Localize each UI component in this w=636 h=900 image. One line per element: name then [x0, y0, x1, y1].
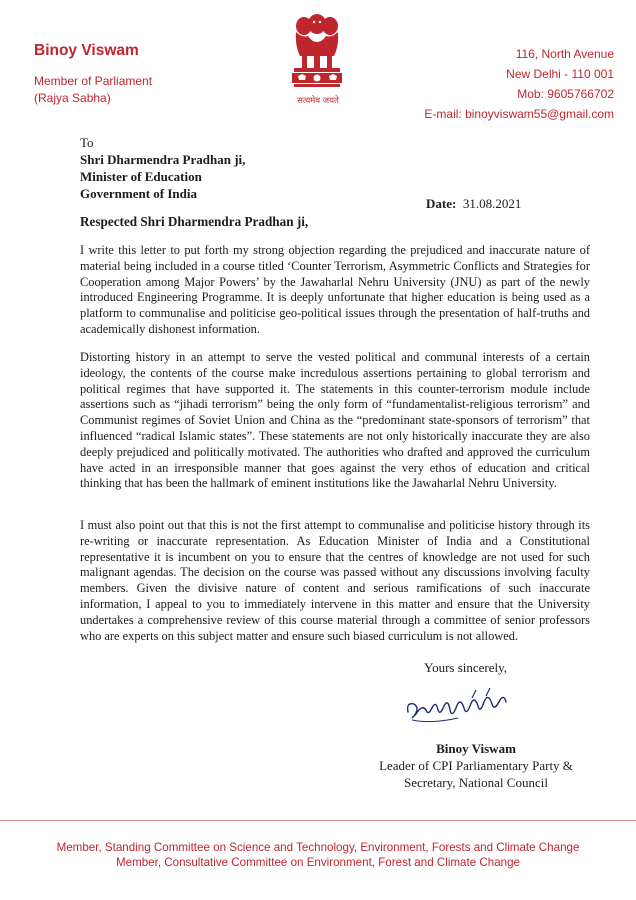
- address-line-2: New Delhi - 110 001: [506, 67, 614, 81]
- body-paragraph-1: I write this letter to put forth my strong objection regarding the prejudiced and inaccurate nature of material being included in a course titled ‘Counter Terrorism, Asymmetric Conflicts and Strategies for Cooperation among Major Powers’ by the Jawaharlal Nehru University (JNU) as part of the newly introduced Engineering Programme. It is deeply unfortunate that higher education is being used as a platform to communalise and politicise geo-political issues through the presentation of half-truths and academically dishonest information.: [80, 243, 590, 336]
- body-paragraph-2: Distorting history in an attempt to serve the vested political and communal interests of a certain ideology, the contents of the course make incredulous assertions pertaining to global terrorism and political regimes that have supported it. The statements in this counter-terrorism module include assertions such as “jihadi terrorism” being the only form of “fundamentalist-religious terrorism” and Communist regimes of Soviet Union and China as the “predominant state-sponsors of terrorism” that influenced “radical Islamic states”. These statements are not only historically inaccurate they are also deeply prejudiced and politically motivated. The authorities who drafted and approved the curriculum have acted in an irresponsible manner that goes against the very ethos of education and critical thinking that has been the hallmark of eminent institutions like the Jawaharlal Nehru University.: [80, 350, 590, 491]
- handwritten-signature: [402, 684, 512, 730]
- email-address: E-mail: binoyviswam55@gmail.com: [424, 107, 614, 121]
- recipient-to: To: [80, 135, 94, 150]
- body-paragraph-3: I must also point out that this is not the first attempt to communalise and politicise history through its re-writing or inaccurate representation. As Education Minister of India and a Constitutional representative it is incumbent on you to ensure that the centres of knowledge are not used for such malignant agendas. The decision on the course was passed without any discussions involving faculty members. Given the divisive nature of content and serious ramifications of such inaccurate information, I appeal to you to immediately intervene in this matter and ensure that the University undertakes a comprehensive review of this course material through a committee of senior professors who are experts on this subject matter and ensure such biased curriculum is not allowed.: [80, 518, 590, 643]
- recipient-org: Government of India: [80, 186, 197, 201]
- signer-role-2: Secretary, National Council: [404, 775, 548, 790]
- footer-line-2: Member, Consultative Committee on Environment, Forest and Climate Change: [115, 856, 521, 869]
- recipient-title: Minister of Education: [80, 169, 202, 184]
- sender-address-block: [424, 44, 614, 124]
- signer-name: Binoy Viswam: [436, 741, 516, 756]
- footer-line-1: Member, Standing Committee on Science and Technology, Environment, Forests and Climate Change: [56, 841, 580, 854]
- date-value: 31.08.2021: [462, 196, 522, 211]
- mobile-number: Mob: 9605766702: [517, 87, 614, 101]
- sender-designation: Member of Parliament: [34, 74, 153, 88]
- national-emblem-icon: [288, 12, 346, 100]
- signer-role-1: Leader of CPI Parliamentary Party &: [379, 758, 573, 773]
- closing: Yours sincerely,: [424, 660, 508, 675]
- emblem-motto: सत्यमेव जयते: [297, 96, 339, 106]
- sender-name: Binoy Viswam: [34, 42, 139, 59]
- address-line-1: 116, North Avenue: [515, 47, 614, 61]
- salutation: Respected Shri Dharmendra Pradhan ji,: [80, 214, 309, 229]
- signer-block: [356, 740, 596, 791]
- date-label: Date:: [426, 196, 457, 211]
- recipient-name: Shri Dharmendra Pradhan ji,: [80, 152, 246, 167]
- footer-divider: [0, 820, 636, 821]
- sender-house: (Rajya Sabha): [34, 91, 111, 105]
- recipient-block: [80, 134, 245, 202]
- letter-date: [426, 196, 521, 212]
